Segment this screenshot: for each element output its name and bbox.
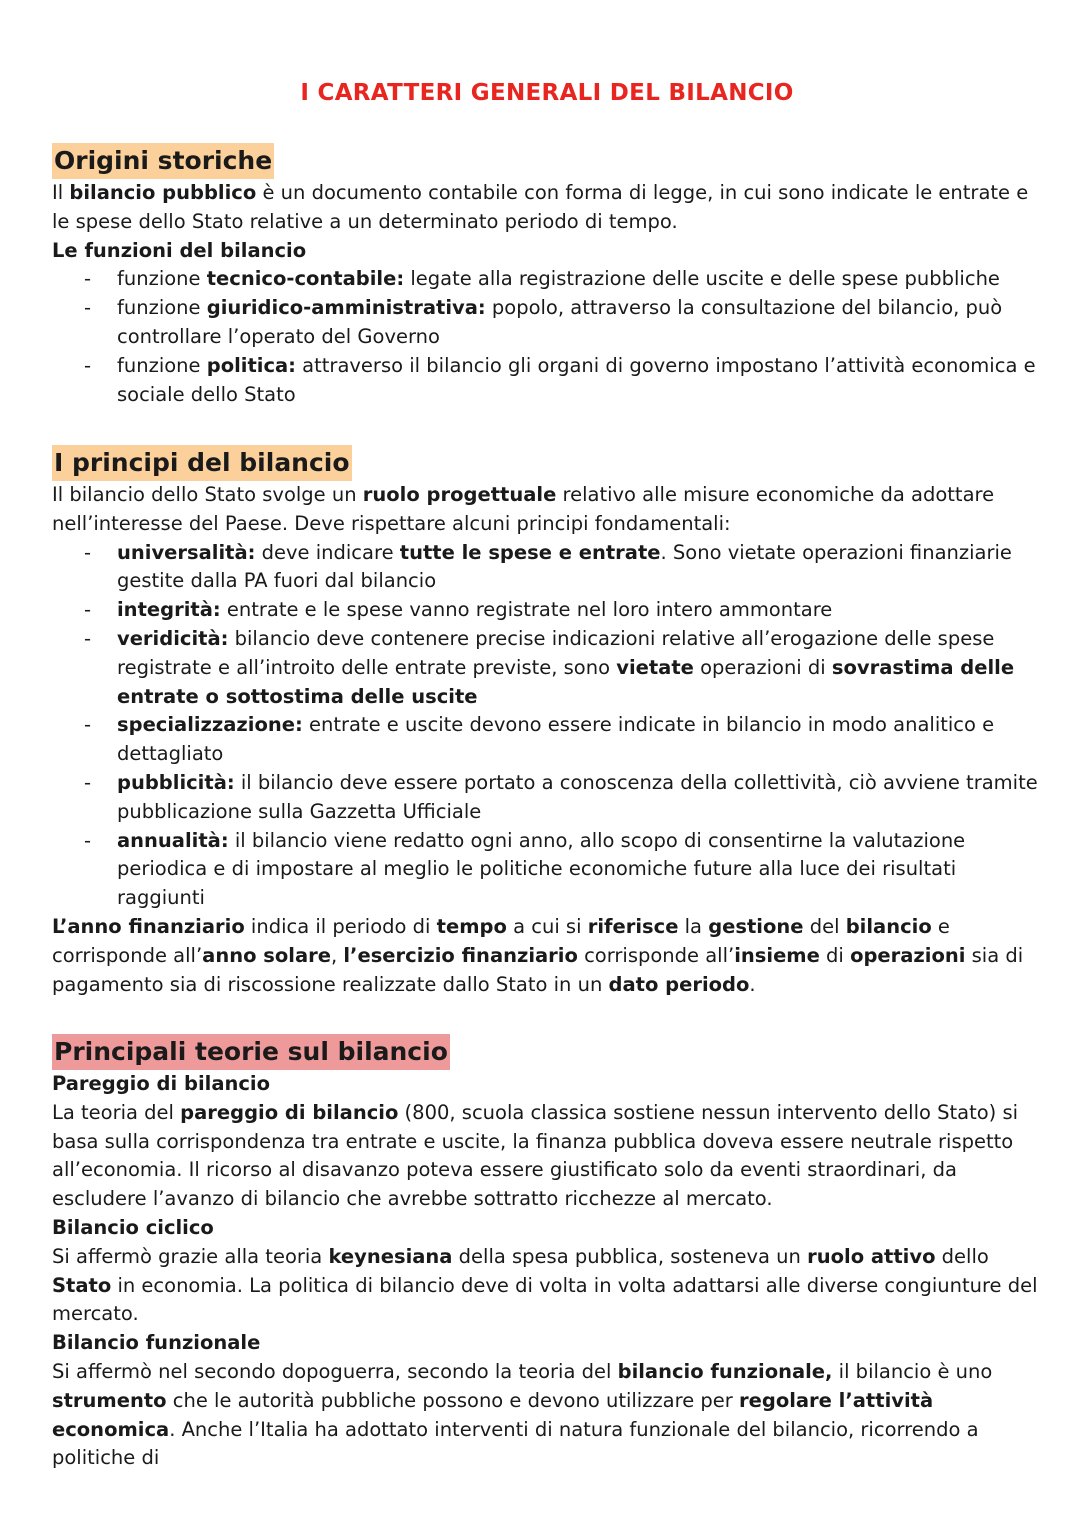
bold-text: keynesiana — [328, 1244, 453, 1268]
bold-text: integrità: — [117, 598, 221, 622]
bold-text: pubblicità: — [117, 770, 235, 794]
functions-list — [52, 265, 1042, 409]
list-item: - funzione tecnico-contabile: legate alla registrazione delle uscite e delle spese pubbliche — [52, 265, 1042, 294]
bold-text: strumento — [52, 1388, 167, 1412]
document-title: I CARATTERI GENERALI DEL BILANCIO — [300, 80, 794, 106]
bold-text: L’anno finanziario — [52, 914, 245, 938]
list-item: - universalità: deve indicare tutte le spese e entrate. Sono vietate operazioni finanziarie gestite dalla PA fuori dal bilancio — [52, 539, 1042, 597]
section-heading: I principi del bilancio — [52, 445, 352, 481]
bold-text: tempo — [436, 914, 507, 938]
section-intro: Il bilancio pubblico è un documento contabile con forma di legge, in cui sono indicate le entrate e le spese dello Stato relative a un determinato periodo di tempo. — [52, 181, 1029, 233]
section-heading: Origini storiche — [52, 143, 274, 179]
list-item: - veridicità: bilancio deve contenere precise indicazioni relative all’erogazione delle spese registrate e all’introito delle entrate previste, sono vietate operazioni di sovrastima delle entrate o sottostima delle uscite — [52, 625, 1042, 711]
theory-text: Si affermò nel secondo dopoguerra, secondo la teoria del bilancio funzionale, il bilancio è uno strumento che le autorità pubbliche possono e devono utilizzare per regolare l’attività economica. Anche l’Italia ha adottato interventi di natura funzionale del bilancio, ricorrendo a politiche di — [52, 1359, 993, 1470]
section-principi-bilancio — [52, 445, 1042, 999]
bold-text: giuridico-amministrativa: — [206, 296, 486, 320]
bold-text: pareggio di bilancio — [180, 1100, 399, 1124]
principles-list — [52, 539, 1042, 913]
bold-text: regolare l’attività economica — [52, 1388, 934, 1441]
section-closing: L’anno finanziario indica il periodo di tempo a cui si riferisce la gestione del bilancio e corrisponde all’anno solare, l’esercizio finanziario corrisponde all’insieme di operazioni sia di pagamento sia di riscossione realizzate dallo Stato in un dato periodo. — [52, 914, 1024, 996]
bold-text: ruolo progettuale — [362, 483, 557, 506]
theory-text: Si affermò grazie alla teoria keynesiana della spesa pubblica, sosteneva un ruolo attivo dello Stato in economia. La politica di bilancio deve di volta in volta adattarsi alle diverse congiunture del mercato. — [52, 1244, 1038, 1326]
bold-text: Stato — [52, 1273, 112, 1297]
bold-text: sovrastima delle entrate o sottostima delle uscite — [117, 655, 1015, 708]
section-subheading: Le funzioni del bilancio — [52, 238, 307, 262]
list-item: - pubblicità: il bilancio deve essere portato a conoscenza della collettività, ciò avviene tramite pubblicazione sulla Gazzetta Ufficiale — [52, 769, 1042, 827]
list-item: - integrità: entrate e le spese vanno registrate nel loro intero ammontare — [52, 596, 1042, 625]
bold-text: veridicità: — [117, 626, 229, 650]
bold-text: riferisce — [587, 914, 679, 938]
bold-text: bilancio — [845, 914, 932, 938]
theory-name: Pareggio di bilancio — [52, 1072, 270, 1095]
bold-text: operazioni — [850, 943, 966, 967]
bold-text: universalità: — [117, 540, 256, 564]
bold-text: politica: — [206, 353, 296, 377]
bold-text: specializzazione: — [117, 713, 303, 737]
bold-text: gestione — [708, 914, 804, 938]
bold-text: bilancio funzionale, — [617, 1359, 833, 1383]
section-heading: Principali teorie sul bilancio — [52, 1034, 450, 1070]
bold-text: insieme — [734, 943, 820, 967]
list-item: - funzione politica: attraverso il bilancio gli organi di governo impostano l’attività economica e sociale dello Stato — [52, 352, 1042, 410]
bold-text: bilancio pubblico — [69, 181, 257, 204]
bold-text: tecnico-contabile: — [206, 267, 405, 291]
bold-text: ruolo attivo — [807, 1244, 936, 1268]
section-intro: Il bilancio dello Stato svolge un ruolo progettuale relativo alle misure economiche da adottare nell’interesse del Paese. Deve rispettare alcuni principi fondamentali: — [52, 483, 995, 535]
list-item: - annualità: il bilancio viene redatto ogni anno, allo scopo di consentirne la valutazione periodica e di impostare al meglio le politiche economiche future alla luce dei risultati raggiunti — [52, 827, 1042, 913]
bold-text: vietate — [616, 655, 694, 679]
theory-name: Bilancio funzionale — [52, 1331, 261, 1355]
bold-text: anno solare — [202, 943, 331, 967]
bold-text: tutte le spese e entrate — [399, 540, 661, 564]
list-item: - funzione giuridico-amministrativa: popolo, attraverso la consultazione del bilancio, può controllare l’operato del Governo — [52, 294, 1042, 352]
bold-text: annualità: — [117, 828, 229, 852]
bold-text: dato periodo — [608, 972, 750, 996]
bold-text: l’esercizio finanziario — [343, 943, 578, 967]
theory-text: La teoria del pareggio di bilancio (800, scuola classica sostiene nessun intervento dello Stato) si basa sulla corrispondenza tra entrate e uscite, la finanza pubblica doveva essere neutrale rispetto all’economia. Il ricorso al disavanzo poteva essere giustificato solo da eventi straordinari, da escludere l’avanzo di bilancio che avrebbe sottratto ricchezze al mercato. — [52, 1100, 1019, 1211]
theory-name: Bilancio ciclico — [52, 1215, 214, 1239]
list-item: - specializzazione: entrate e uscite devono essere indicate in bilancio in modo analitico e dettagliato — [52, 711, 1042, 769]
section-teorie-bilancio — [52, 1034, 1042, 1473]
section-origini-storiche — [52, 143, 1042, 409]
